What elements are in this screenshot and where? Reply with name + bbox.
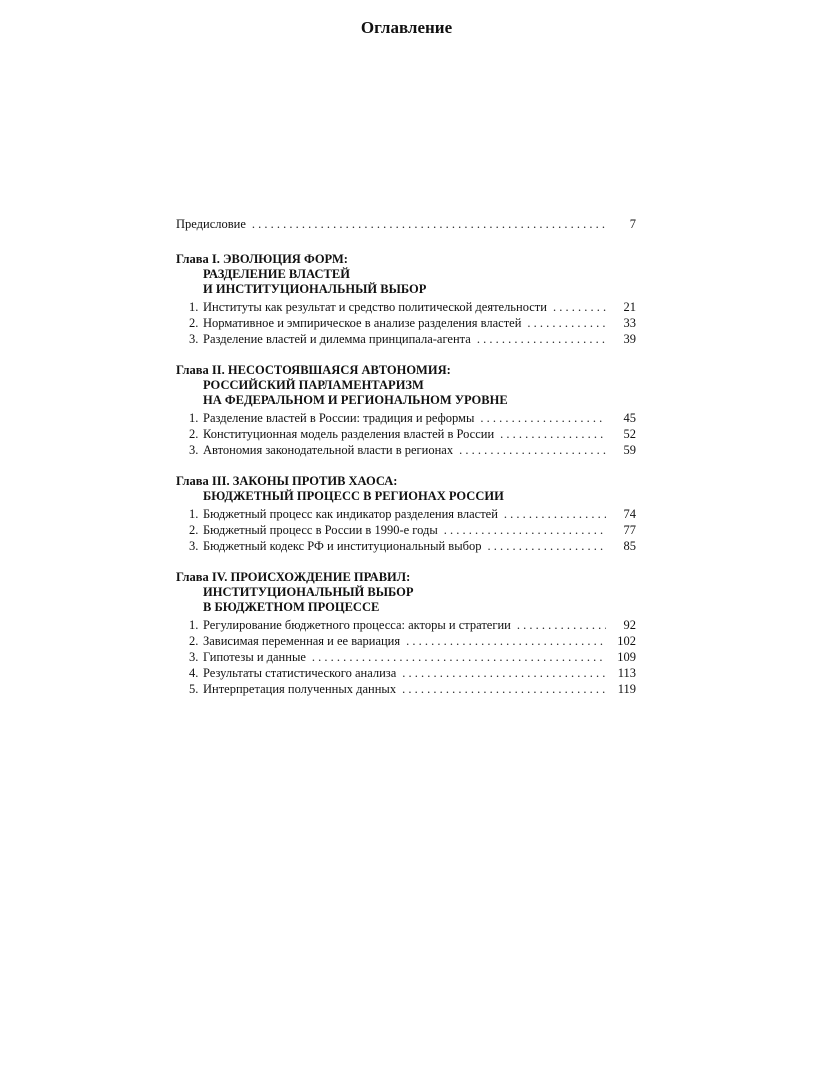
toc-entry-label: [189, 649, 306, 665]
toc-entry-label: [189, 331, 471, 347]
section-number: 3.: [189, 650, 199, 664]
section-number: 5.: [189, 682, 199, 696]
section-title: Интерпретация полученных данных: [203, 682, 397, 696]
toc-entry[interactable]: [176, 681, 636, 697]
chapter-title-line: БЮДЖЕТНЫЙ ПРОЦЕСС В РЕГИОНАХ РОССИИ: [203, 489, 504, 503]
dot-leader: [406, 633, 606, 649]
dot-leader: [444, 522, 606, 538]
chapter-title-line: НЕСОСТОЯВШАЯСЯ АВТОНОМИЯ:: [227, 363, 451, 377]
toc-entry[interactable]: [176, 538, 636, 554]
toc-entry-label: [189, 681, 396, 697]
toc-entry-label: [189, 665, 396, 681]
section-title: Бюджетный процесс как индикатор разделения властей: [203, 507, 498, 521]
dot-leader: [477, 331, 606, 347]
dot-leader: [504, 506, 606, 522]
toc-page-number: 74: [623, 507, 636, 521]
section-list: [176, 410, 636, 458]
chapter-title-line: НА ФЕДЕРАЛЬНОМ И РЕГИОНАЛЬНОМ УРОВНЕ: [203, 393, 508, 407]
toc-page-number: 109: [617, 650, 636, 664]
section-number: 2.: [189, 634, 199, 648]
toc-entry[interactable]: [176, 617, 636, 633]
dot-leader: [553, 299, 606, 315]
chapter-title-line: ПРОИСХОЖДЕНИЕ ПРАВИЛ:: [230, 570, 411, 584]
toc-entry[interactable]: [176, 506, 636, 522]
chapter-prefix: Глава III.: [176, 474, 230, 488]
section-title: Институты как результат и средство политической деятельности: [203, 300, 547, 314]
section-title: Автономия законодательной власти в регионах: [203, 443, 454, 457]
section-number: 2.: [189, 427, 199, 441]
chapter: [176, 363, 636, 458]
section-number: 1.: [189, 618, 199, 632]
chapter: [176, 252, 636, 347]
section-title: Бюджетный кодекс РФ и институциональный выбор: [203, 539, 482, 553]
section-number: 2.: [189, 523, 199, 537]
chapter-heading[interactable]: [176, 570, 636, 615]
toc-entry[interactable]: [176, 426, 636, 442]
toc-entry[interactable]: [176, 331, 636, 347]
toc-entry-label: [189, 410, 474, 426]
toc-entry-label: [189, 617, 511, 633]
section-number: 2.: [189, 316, 199, 330]
chapter-list: [176, 252, 636, 697]
section-title: Бюджетный процесс в России в 1990-е годы: [203, 523, 438, 537]
toc-entry-label: [189, 633, 400, 649]
section-list: [176, 506, 636, 554]
toc-entry[interactable]: [176, 442, 636, 458]
dot-leader: [459, 442, 606, 458]
toc-entry-label: [189, 522, 438, 538]
toc-entry-label: [189, 426, 494, 442]
chapter: [176, 474, 636, 554]
toc-page-number: 33: [623, 316, 636, 330]
chapter-title-line: РАЗДЕЛЕНИЕ ВЛАСТЕЙ: [203, 267, 350, 281]
dot-leader: [487, 538, 606, 554]
toc-entry[interactable]: [176, 522, 636, 538]
chapter-heading[interactable]: [176, 252, 636, 297]
section-title: Результаты статистического анализа: [203, 666, 397, 680]
chapter-title-line: ЗАКОНЫ ПРОТИВ ХАОСА:: [232, 474, 398, 488]
toc-entry[interactable]: [176, 315, 636, 331]
toc-page-number: 45: [623, 411, 636, 425]
chapter-prefix: Глава II.: [176, 363, 225, 377]
chapter-title-line: РОССИЙСКИЙ ПАРЛАМЕНТАРИЗМ: [203, 378, 424, 392]
toc-page-number: 39: [623, 332, 636, 346]
section-title: Нормативное и эмпирическое в анализе разделения властей: [203, 316, 522, 330]
toc-entry-label: [189, 538, 481, 554]
chapter-prefix: Глава I.: [176, 252, 220, 266]
toc-page-number: 102: [617, 634, 636, 648]
toc-page-number: 7: [629, 217, 636, 231]
toc-page-number: 113: [617, 666, 636, 680]
section-number: 4.: [189, 666, 199, 680]
section-number: 3.: [189, 539, 199, 553]
section-title: Разделение властей и дилемма принципала-агента: [203, 332, 471, 346]
chapter-heading[interactable]: [176, 474, 636, 504]
dot-leader: [517, 617, 606, 633]
toc-entry[interactable]: [176, 410, 636, 426]
chapter-title-line: ИНСТИТУЦИОНАЛЬНЫЙ ВЫБОР: [203, 585, 414, 599]
chapter-heading[interactable]: [176, 363, 636, 408]
chapter-title-line: В БЮДЖЕТНОМ ПРОЦЕССЕ: [203, 600, 380, 614]
section-number: 1.: [189, 411, 199, 425]
dot-leader: [480, 410, 606, 426]
section-title: Регулирование бюджетного процесса: акторы и стратегии: [203, 618, 511, 632]
section-list: [176, 299, 636, 347]
chapter-title-line: И ИНСТИТУЦИОНАЛЬНЫЙ ВЫБОР: [203, 282, 427, 296]
section-title: Конституционная модель разделения властей в России: [203, 427, 495, 441]
toc-page-number: 77: [623, 523, 636, 537]
toc-page-number: 59: [623, 443, 636, 457]
dot-leader: [312, 649, 606, 665]
toc-entry[interactable]: [176, 633, 636, 649]
toc-entry-label: [189, 506, 498, 522]
toc-page-number: 119: [617, 682, 636, 696]
dot-leader: [527, 315, 606, 331]
page-title: Оглавление: [360, 18, 453, 37]
toc-entry-label: [189, 315, 521, 331]
toc-entry-label: Предисловие: [176, 217, 246, 231]
chapter: [176, 570, 636, 697]
table-of-contents: [176, 216, 636, 713]
toc-page-number: 85: [623, 539, 636, 553]
toc-entry[interactable]: [176, 649, 636, 665]
toc-entry[interactable]: [176, 665, 636, 681]
dot-leader: [402, 665, 606, 681]
toc-page-number: 21: [623, 300, 636, 314]
section-title: Разделение властей в России: традиция и реформы: [203, 411, 475, 425]
toc-page-number: 92: [623, 618, 636, 632]
section-title: Зависимая переменная и ее вариация: [203, 634, 401, 648]
section-title: Гипотезы и данные: [203, 650, 306, 664]
dot-leader: [252, 216, 606, 232]
dot-leader: [500, 426, 606, 442]
section-number: 1.: [189, 300, 199, 314]
toc-entry-preface[interactable]: [176, 216, 636, 232]
chapter-prefix: Глава IV.: [176, 570, 228, 584]
dot-leader: [402, 681, 606, 697]
toc-entry-label: [189, 299, 547, 315]
section-number: 3.: [189, 443, 199, 457]
chapter-title-line: ЭВОЛЮЦИЯ ФОРМ:: [223, 252, 348, 266]
toc-entry-label: [189, 442, 453, 458]
section-list: [176, 617, 636, 697]
toc-page-number: 52: [623, 427, 636, 441]
section-number: 3.: [189, 332, 199, 346]
toc-entry[interactable]: [176, 299, 636, 315]
section-number: 1.: [189, 507, 199, 521]
